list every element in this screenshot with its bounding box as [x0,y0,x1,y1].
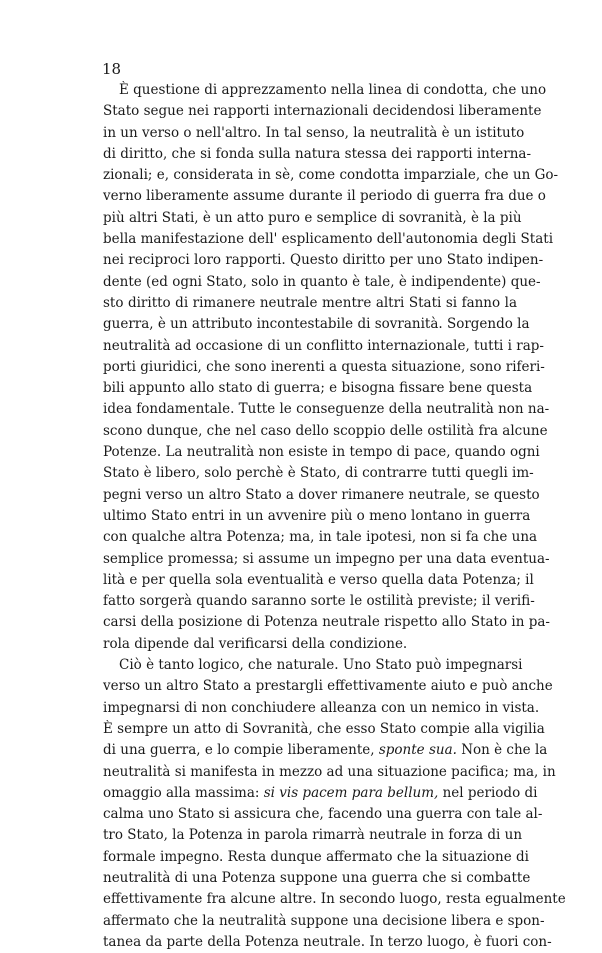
text-line: formale impegno. Resta dunque affermato che la situazione di [103,848,529,865]
text-line: idea fondamentale. Tutte le conseguenze della neutralità non na- [103,401,550,418]
text-line: pegni verso un altro Stato a dover rimanere neutrale, se questo [103,486,540,503]
text-line: scono dunque, che nel caso dello scoppio delle ostilità fra alcune [103,422,548,439]
text-line: È questione di apprezzamento nella linea di condotta, che uno [119,82,547,98]
text-line: bili appunto allo stato di guerra; e bisogna fissare bene questa [103,380,533,397]
text-segment: omaggio alla massima: [103,784,264,801]
text-line: nei reciproci loro rapporti. Questo diritto per uno Stato indipen- [103,252,544,269]
text-line: sto diritto di rimanere neutrale mentre altri Stati si fanno la [103,294,517,311]
text-line: guerra, è un attributo incontestabile di sovranità. Sorgendo la [103,316,530,333]
text-line: effettivamente fra alcune altre. In secondo luogo, resta egualmente [103,891,566,908]
text-segment: Non è che la [456,742,548,759]
text-line: verso un altro Stato a prestargli effettivamente aiuto e può anche [103,678,553,695]
text-line: Ciò è tanto logico, che naturale. Uno Stato può impegnarsi [119,657,523,674]
text-line: Stato segue nei rapporti internazionali decidendosi liberamente [103,103,542,120]
text-line: verno liberamente assume durante il periodo di guerra fra due o [103,188,546,205]
text-line: neutralità ad occasione di un conflitto internazionale, tutti i rap- [103,337,544,354]
text-line: neutralità di una Potenza suppone una guerra che si combatte [103,869,531,886]
text-line: tro Stato, la Potenza in parola rimarrà neutrale in forza di un [103,827,523,844]
text-line: porti giuridici, che sono inerenti a questa situazione, sono riferi- [103,358,545,375]
text-line [103,783,538,804]
text-line: più altri Stati, è un atto puro e semplice di sovranità, è la più [103,209,522,226]
text-line: con qualche altra Potenza; ma, in tale ipotesi, non si fa che una [103,529,538,546]
text-line: ultimo Stato entri in un avvenire più o meno lontano in guerra [103,507,531,524]
text-line: Potenze. La neutralità non esiste in tempo di pace, quando ogni [103,444,540,461]
text-line: bella manifestazione dell' esplicamento dell'autonomia degli Stati [103,231,554,248]
text-line: dente (ed ogni Stato, solo in quanto è tale, è indipendente) que- [103,273,541,290]
italic-phrase: sponte sua. [378,742,457,759]
text-line: carsi della posizione di Potenza neutrale rispetto allo Stato in pa- [103,614,550,631]
text-line: zionali; e, considerata in sè, come condotta imparziale, che un Go- [103,167,559,184]
italic-phrase: si vis pacem para bellum, [263,784,439,801]
text-line: impegnarsi di non conchiudere alleanza con un nemico in vista. [103,699,540,716]
text-line: in un verso o nell'altro. In tal senso, la neutralità è un istituto [103,124,525,141]
text-segment: nel periodo di [438,784,538,801]
text-segment: di una guerra, e lo compie liberamente, [103,742,379,759]
text-line: tanea da parte della Potenza neutrale. In terzo luogo, è fuori con- [103,933,552,950]
text-line: di diritto, che si fonda sulla natura stessa dei rapporti interna- [103,145,532,162]
body-text [103,80,566,953]
text-line: semplice promessa; si assume un impegno per una data eventua- [103,550,550,567]
text-line: Stato è libero, solo perchè è Stato, di contrarre tutti quegli im- [103,465,534,482]
text-line: affermato che la neutralità suppone una decisione libera e spon- [103,912,545,929]
page-number: 18 [102,60,122,78]
text-line [103,740,548,761]
text-line: È sempre un atto di Sovranità, che esso Stato compie alla vigilia [103,720,545,737]
text-line: lità e per quella sola eventualità e verso quella data Potenza; il [103,571,534,588]
text-line: calma uno Stato si assicura che, facendo una guerra con tale al- [103,806,543,823]
text-line: rola dipende dal verificarsi della condizione. [103,635,408,652]
text-line: neutralità si manifesta in mezzo ad una situazione pacifica; ma, in [103,763,556,780]
text-line: fatto sorgerà quando saranno sorte le ostilità previste; il verifi- [103,593,535,610]
